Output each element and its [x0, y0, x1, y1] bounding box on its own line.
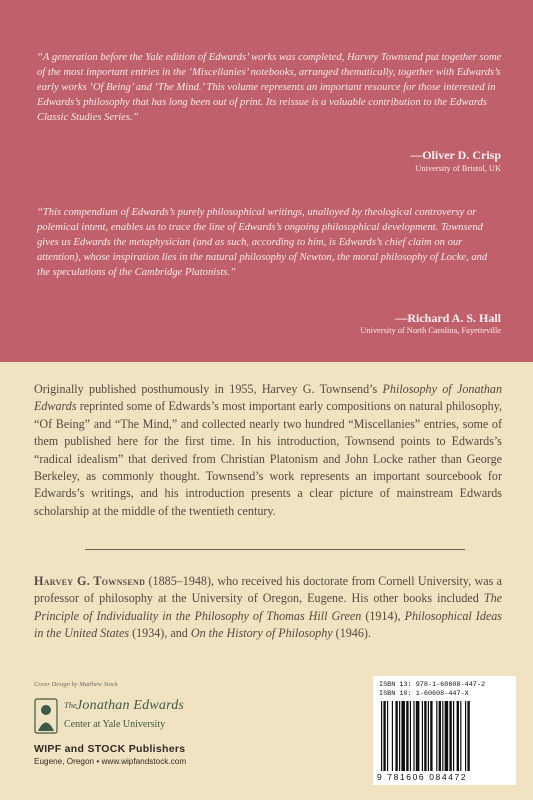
logo-line-2: Jonathan Edwards — [76, 698, 185, 713]
description-text: Originally published posthumously in 1955, Harvey G. Townsend’s — [34, 382, 383, 396]
portrait-icon — [34, 698, 58, 734]
bio-text: (1885–1948), who received his doctorate from Cornell University, was a professor of philosophy at the University of Oregon, Eugene. His other books included — [34, 574, 502, 606]
publisher-name: WIPF and STOCK Publishers — [34, 743, 186, 755]
barcode-bar — [406, 701, 408, 771]
barcode-bar — [401, 701, 405, 771]
barcode-bar — [387, 701, 388, 771]
barcode — [373, 676, 516, 785]
barcode-bar — [467, 701, 469, 771]
divider — [85, 549, 465, 550]
barcode-bar — [410, 701, 411, 771]
barcode-bar — [453, 701, 454, 771]
endorsement-author: —Richard A. S. Hall — [395, 311, 501, 325]
book-title: On the History of Philosophy — [190, 626, 333, 641]
jonathan-edwards-center-logo — [34, 698, 234, 738]
author-bio — [34, 573, 502, 643]
logo-line-3: Center at Yale University — [64, 719, 166, 730]
cover-credit: Cover Design by Matthew Stock — [34, 681, 118, 688]
bio-text: (1934), and — [129, 626, 191, 641]
barcode-bar — [465, 701, 466, 771]
barcode-bar — [460, 701, 461, 771]
barcode-bar — [399, 701, 400, 771]
endorsement-quote: “A generation before the Yale edition of Edwards’ works was completed, Harvey Townsend put together some of the most important entries in the ‘Miscellanies’ notebooks, arranged thematically, together with Edwards’s early works ‘Of Being’ and ‘The Mind.’ This volume represents an important resource for those interested in Edwards’s philosophy that has long been out of print. Its reissue is a valuable contribution to the Edwards Classic Studies Series.” — [37, 52, 502, 123]
endorsement-affiliation: University of North Carolina, Fayetteville — [360, 326, 501, 335]
barcode-bar — [436, 701, 437, 771]
isbn-13: ISBN 13: 978-1-60608-447-2 — [379, 681, 486, 689]
barcode-bar — [395, 701, 397, 771]
barcode-bar — [445, 701, 449, 771]
barcode-bar — [413, 701, 414, 771]
barcode-bar — [381, 701, 382, 771]
author-name: Harvey G. Townsend — [34, 574, 146, 588]
barcode-bar — [442, 701, 443, 771]
book-title: Philosophy of Jonathan Edwards — [34, 382, 502, 414]
description-text: reprinted some of Edwards’s most important early compositions on natural philosophy, “Of Being” and “The Mind,” and collected nearly two hundred “Miscellanies” entries, some of them published here for the first time. In his introduction, Townsend points to Edwards’s “radical idealism” that derived from Christian Platonism and John Locke rather than George Berkeley, as commonly thought. Townsend’s work represents an important sourcebook for Edwards’s writings, and his introduction presents a clear picture of mainstream Edwards scholarship at the middle of the twentieth century. — [34, 399, 502, 518]
bio-text: (1914), — [361, 608, 405, 623]
book-title: The Principle of Individuality in the Philosophy of Thomas Hill Green — [34, 591, 502, 623]
book-title: Philosophical Ideas in the United States — [34, 608, 503, 641]
barcode-bar — [422, 701, 423, 771]
publisher-location: Eugene, Oregon • www.wipfandstock.com — [34, 757, 187, 766]
barcode-bar — [449, 701, 451, 771]
bio-text: (1946). — [332, 626, 371, 641]
barcode-bar — [457, 701, 459, 771]
barcode-bar — [430, 701, 432, 771]
barcode-bar — [416, 701, 420, 771]
book-description — [34, 381, 502, 520]
logo-line-1: The — [64, 700, 77, 710]
barcode-bar — [428, 701, 429, 771]
barcode-bar — [439, 701, 441, 771]
barcode-bars — [379, 701, 510, 771]
barcode-number: 9 781606 084472 — [377, 772, 468, 782]
endorsement-affiliation: University of Bristol, UK — [415, 164, 501, 173]
endorsement-author: —Oliver D. Crisp — [410, 148, 501, 162]
barcode-bar — [383, 701, 385, 771]
barcode-bar — [424, 701, 426, 771]
endorsement-quote: “This compendium of Edwards’s purely philosophical writings, unalloyed by theological controversy or polemical intent, enables us to trace the line of Edwards’s ongoing philosophical development. Townsend gives us Edwards the metaphysician (and as such, according to him, is Edwards’s chief claim on our attention), whose inspiration lies in the natural philosophy of Newton, the moral philosophy of Locke, and the speculations of the Cambridge Platonists.” — [37, 207, 488, 278]
isbn-10: ISBN 10: 1-60608-447-X — [379, 690, 469, 698]
barcode-bar — [392, 701, 393, 771]
